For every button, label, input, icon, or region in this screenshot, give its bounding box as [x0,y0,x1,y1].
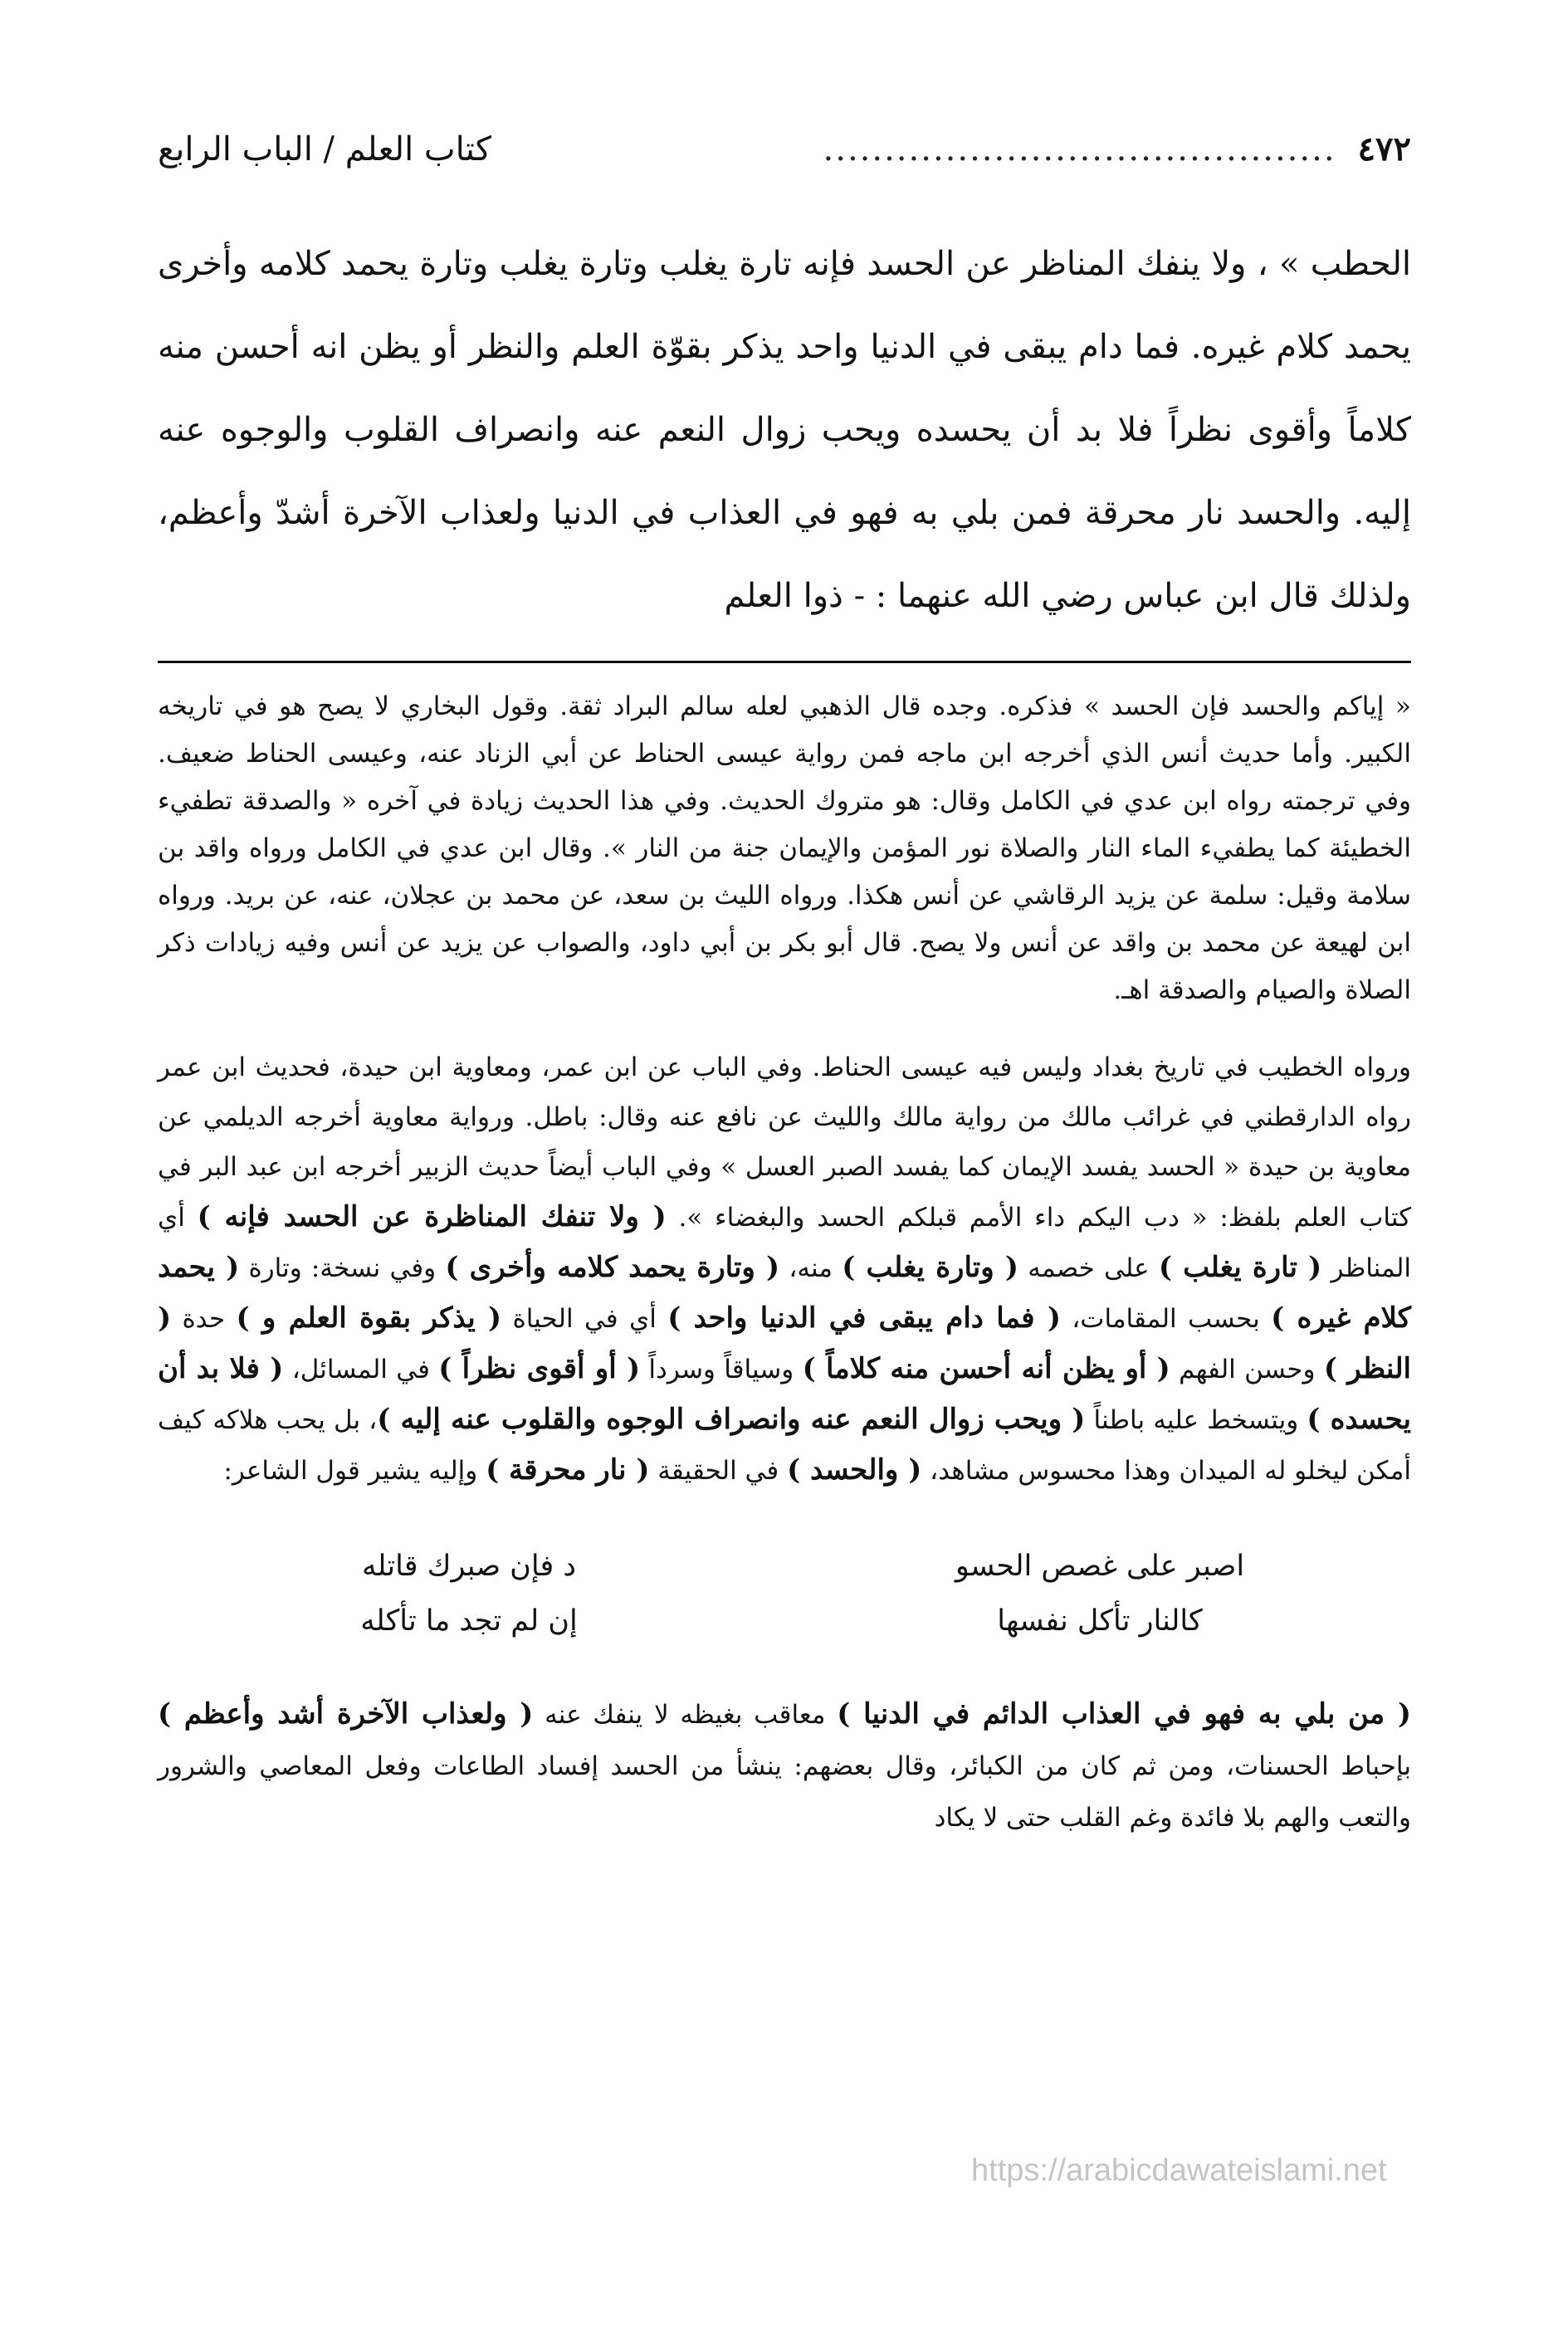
quoted-matn-phrase: ( وتارة يغلب ) [842,1251,1018,1284]
quoted-matn-phrase: ( نار محرقة ) [486,1453,650,1487]
quoted-matn-phrase: ( يحمد كلام غيره ) [158,1251,1411,1335]
chapter-title: كتاب العلم / الباب الرابع [158,130,491,168]
running-header [158,125,1411,174]
quoted-matn-phrase: ( أو أقوى نظراً ) [438,1352,641,1385]
footnote-block [158,683,1411,1014]
commentary-text-run: بحسب المقامات، [1060,1304,1272,1334]
commentary-text-run: منه، [779,1253,843,1283]
commentary-text-run: حدة [171,1304,237,1334]
poem-verse [158,1594,1411,1648]
commentary-continuation-block [158,1688,1411,1843]
commentary-block [158,1043,1411,1496]
footnote-paragraph: « إياكم والحسد فإن الحسد » فذكره. وجده قال الذهبي لعله سالم البراد ثقة. وقول البخاري لا يصح هو في تاريخه الكبير. وأما حديث أنس الذي أخرجه ابن ماجه فمن رواية عيسى الحناط عن أبي الزناد عنه، وعيسى الحناط ضعيف. وفي ترجمته رواه ابن عدي في الكامل وقال: هو متروك الحديث. وفي هذا الحديث زيادة في آخره « والصدقة تطفيء الخطيئة كما يطفيء الماء النار والصلاة نور المؤمن والإيمان جنة من النار ». وقال ابن عدي في الكامل ورواه واقد بن سلامة وقيل: سلمة عن يزيد الرقاشي عن أنس هكذا. ورواه الليث بن سعد، عن محمد بن عجلان، عنه، عن بريد. ورواه ابن لهيعة عن محمد بن واقد عن أنس ولا يصح. قال أبو بكر بن أبي داود، والصواب عن يزيد عن أنس وفيه زيادات ذكر الصلاة والصيام والصدقة اهـ. [158,691,1411,1005]
commentary-text-run: ، بل يحب هلاكه كيف أمكن ليخلو له الميدان وهذا محسوس مشاهد، [158,1405,1411,1486]
footnote-separator-rule [158,661,1411,663]
commentary-text-run: معاقب بغيظه لا ينفك عنه [533,1700,838,1730]
poem-verse [158,1539,1411,1594]
commentary-text-run: أي المناظر [158,1203,1412,1283]
book-page [158,125,1411,1843]
quoted-matn-phrase: ( وتارة يحمد كلامه وأخرى ) [445,1251,780,1284]
poem-first-hemistich: اصبر على غصص الحسو [955,1550,1245,1583]
quoted-matn-phrase: ( أو يظن أنه أحسن منه كلاماً ) [802,1352,1170,1385]
poem-second-hemistich: إن لم تجد ما تأكله [360,1604,578,1638]
poem-first-hemistich: كالنار تأكل نفسها [997,1604,1203,1638]
quoted-matn-phrase: ( ولعذاب الآخرة أشد وأعظم ) [158,1697,534,1731]
commentary-text-run: وإليه يشير قول الشاعر: [223,1456,486,1486]
commentary-text-run: بإحباط الحسنات، ومن ثم كان من الكبائر، وقال بعضهم: ينشأ من الحسد إفساد الطاعات وفعل المعاصي والشرور والتعب والهم بلا فائدة وغم القلب حتى لا يكاد [158,1751,1411,1833]
commentary-text-run: وحسن الفهم [1170,1355,1324,1384]
header-leader-dots: .......................................... [823,130,1336,168]
poem-second-hemistich: د فإن صبرك قاتله [362,1550,576,1583]
main-text-block [158,222,1411,637]
main-text-paragraph: الحطب » ، ولا ينفك المناظر عن الحسد فإنه تارة يغلب وتارة يغلب وتارة يحمد كلامه وأخرى يحمد كلام غيره. فما دام يبقى في الدنيا واحد يذكر بقوّة العلم والنظر أو يظن انه أحسن منه كلاماً وأقوى نظراً فلا بد أن يحسده ويحب زوال النعم عنه وانصراف القلوب والوجوه عنه إليه. والحسد نار محرقة فمن بلي به فهو في العذاب في الدنيا ولعذاب الآخرة أشدّ وأعظم، ولذلك قال ابن عباس رضي الله عنهما : - ذوا العلم [158,245,1411,615]
quoted-matn-phrase: ( فما دام يبقى في الدنيا واحد ) [667,1301,1061,1335]
commentary-text-run: ورواه الخطيب في تاريخ بغداد وليس فيه عيسى الحناط. وفي الباب عن ابن عمر، ومعاوية ابن حيدة، فحديث ابن عمر رواه الدارقطني في غرائب مالك من رواية مالك والليث عن نافع عنه وقال: باطل. ورواية معاوية أخرجه الديلمي عن معاوية بن حيدة « الحسد يفسد الإيمان كما يفسد الصبر العسل » وفي الباب أيضاً حديث الزبير أخرجه ابن عبد البر في كتاب العلم بلفظ: « دب اليكم داء الأمم قبلكم الحسد والبغضاء ». [158,1052,1411,1233]
commentary-text-run: أي في الحياة [501,1304,668,1334]
commentary-text-run: ويتسخط عليه باطناً [1085,1405,1307,1435]
quoted-matn-phrase: ( ويحب زوال النعم عنه وانصراف الوجوه والقلوب عنه إليه ) [377,1403,1086,1436]
commentary-text-run: في الحقيقة [649,1456,788,1486]
quoted-matn-phrase: ( يذكر بقوة العلم و ) [236,1301,502,1335]
quoted-matn-phrase: ( تارة يغلب ) [1158,1251,1322,1284]
poem-block [158,1539,1411,1648]
quoted-matn-phrase: ( والحسد ) [787,1453,922,1487]
quoted-matn-phrase: ( النظر ) [158,1301,1411,1385]
watermark-url: https://arabicdawateislami.net [971,2153,1387,2188]
commentary-text-run: وفي نسخة: وتارة [239,1253,446,1283]
quoted-matn-phrase: ( ولا تنفك المناظرة عن الحسد فإنه ) [197,1200,667,1233]
commentary-text-run: وسياقاً وسرداً [640,1355,803,1384]
commentary-text-run: في المسائل، [283,1355,439,1384]
page-number: ٤٧٢ [1357,129,1411,168]
commentary-continuation-paragraph [158,1688,1411,1843]
commentary-text-run: على خصمه [1018,1253,1159,1283]
commentary-paragraph [158,1043,1411,1496]
quoted-matn-phrase: ( من بلي به فهو في العذاب الدائم في الدنيا ) [837,1697,1411,1731]
quoted-matn-phrase: ( فلا بد أن يحسده ) [158,1352,1412,1436]
